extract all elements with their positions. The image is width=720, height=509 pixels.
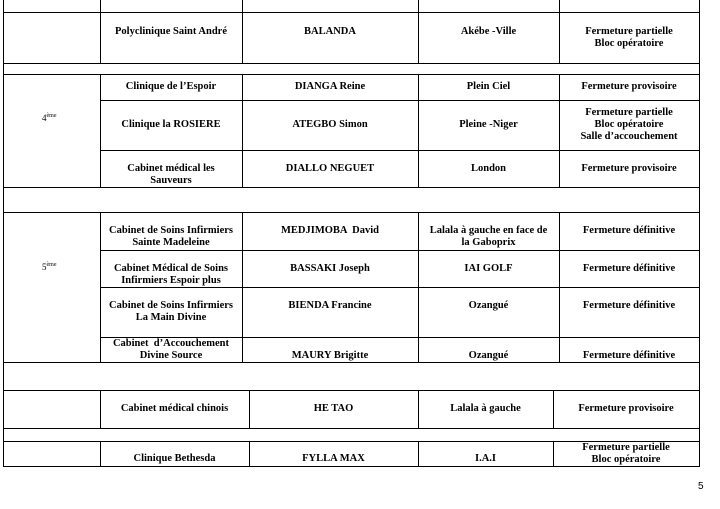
level-5-label: 5ème xyxy=(42,262,57,272)
table-row-0-owner: BALANDA xyxy=(304,26,356,37)
table-row-9-location: I.A.I xyxy=(474,453,496,464)
table-row-4-status: Fermeture définitive xyxy=(582,225,676,236)
table-row-0-status: Fermeture partielle Bloc opératoire xyxy=(585,26,673,49)
table-row-3-name: Cabinet médical les Sauveurs xyxy=(127,163,215,186)
table-row-4-owner: MEDJIMOBA David xyxy=(280,225,379,236)
table-row-6-location: Ozangué xyxy=(468,300,509,311)
table-row-7-status: Fermeture définitive xyxy=(582,350,676,361)
table-row-3-status: Fermeture provisoire xyxy=(581,163,677,174)
table-row-7-owner: MAURY Brigitte xyxy=(291,350,369,361)
table-row-2-location: Pleine -Niger xyxy=(459,119,518,130)
table-row-8-owner: HE TAO xyxy=(313,403,354,414)
table-row-6-owner: BIENDA Francine xyxy=(288,300,372,311)
table-row-4-name: Cabinet de Soins Infirmiers Sainte Madeleine xyxy=(109,225,233,248)
table-row-3-location: London xyxy=(470,163,507,174)
level-4-label: 4ème xyxy=(42,113,57,123)
table-row-0-name: Polyclinique Saint André xyxy=(114,26,228,37)
table-row-1-location: Plein Ciel xyxy=(466,81,511,92)
table-row-1-name: Clinique de l’Espoir xyxy=(125,81,217,92)
table-row-5-location: IAI GOLF xyxy=(464,263,513,274)
table-row-9-status: Fermeture partielle Bloc opératoire xyxy=(582,441,670,465)
table-row-5-name: Cabinet Médical de Soins Infirmiers Espoir plus xyxy=(113,263,229,286)
table-row-6-name: Cabinet de Soins Infirmiers La Main Divine xyxy=(109,300,233,323)
table-row-9-owner: FYLLA MAX xyxy=(302,453,365,464)
table-row-4-location: Lalala à gauche en face de la Gaboprix xyxy=(429,225,548,248)
table-row-7-location: Ozangué xyxy=(468,350,509,361)
table-row-5-status: Fermeture définitive xyxy=(582,263,676,274)
table-row-3-owner: DIALLO NEGUET xyxy=(285,163,375,174)
table-row-8-status: Fermeture provisoire xyxy=(578,403,674,414)
table-row-2-status: Fermeture partielle Bloc opératoire Salle d’accouchement xyxy=(580,107,678,142)
table-row-2-owner: ATEGBO Simon xyxy=(292,119,368,130)
table-row-7-name: Cabinet d’Accouchement Divine Source xyxy=(112,338,230,361)
table-row-8-name: Cabinet médical chinois xyxy=(120,403,229,414)
page-number: 5 xyxy=(698,481,704,492)
table-row-6-status: Fermeture définitive xyxy=(582,300,676,311)
table-row-1-status: Fermeture provisoire xyxy=(581,81,677,92)
table-row-0-location: Akébe -Ville xyxy=(460,26,517,37)
table-row-9-name: Clinique Bethesda xyxy=(133,453,216,464)
table-row-5-owner: BASSAKI Joseph xyxy=(290,263,370,274)
table-row-8-location: Lalala à gauche xyxy=(450,403,521,414)
table-row-2-name: Clinique la ROSIERE xyxy=(121,119,221,130)
table-row-1-owner: DIANGA Reine xyxy=(294,81,366,92)
